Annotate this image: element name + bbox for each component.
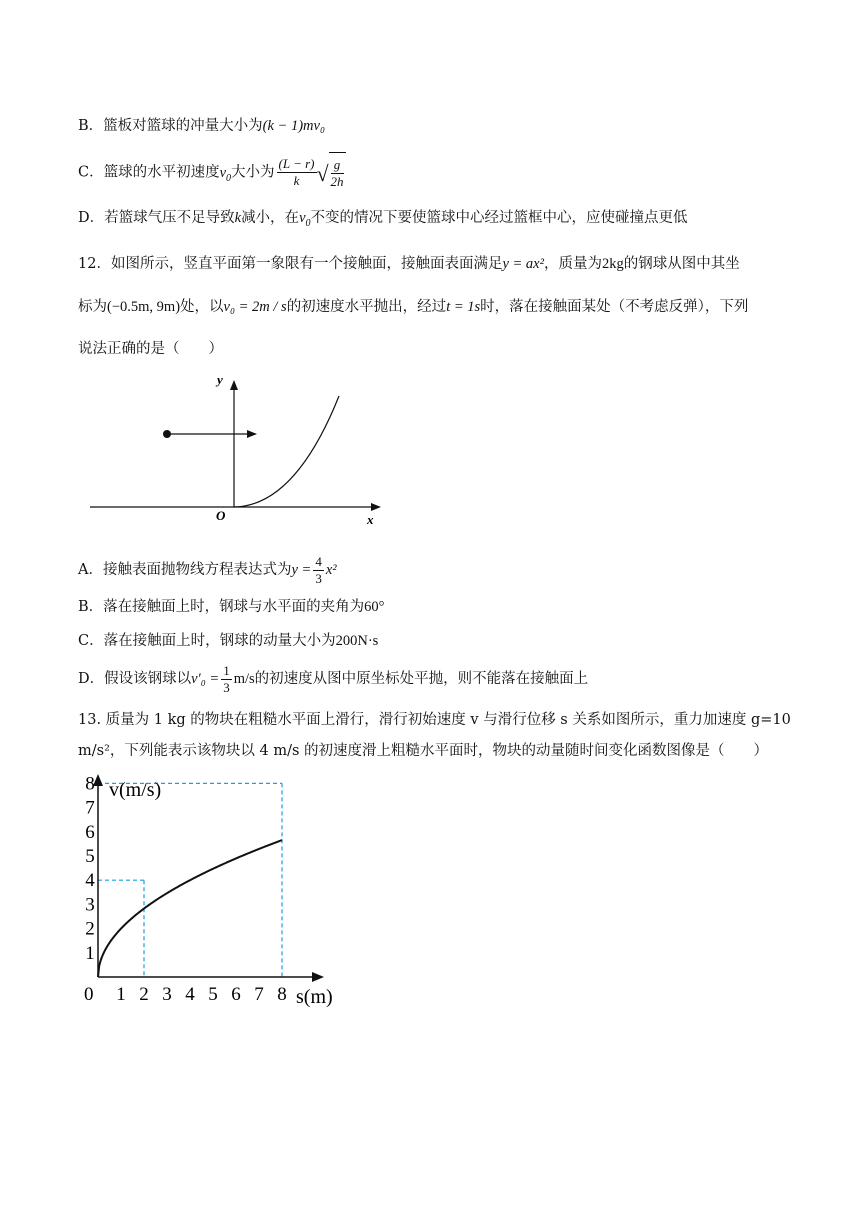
q13-stem-line2: m/s²，下列能表示该物块以 4 m/s 的初速度滑上粗糙水平面时，物块的动量随时间变化函数图像是（ ） [78, 743, 769, 759]
q12-option-a: A．接触表面抛物线方程表达式为y = $\frac{4}{3}$ x² [78, 553, 337, 586]
chart-series-line [98, 840, 282, 977]
q12-option-b: B．落在接触面上时，钢球与水平面的夹角为60° [78, 599, 385, 615]
chart-y-tick-label: 4 [85, 870, 95, 892]
q12-stem-line3: 说法正确的是（ ） [78, 341, 223, 357]
velocity-arrowhead [247, 430, 257, 438]
chart-y-tick-label: 2 [85, 918, 95, 940]
chart-y-axis-label: v(m/s) [109, 779, 162, 801]
y-axis-label: y [217, 372, 223, 387]
contact-surface-curve [234, 396, 339, 507]
origin-label: O [216, 508, 226, 523]
q11-option-b: B．篮板对篮球的冲量大小为(k − 1)mv₀ [78, 118, 325, 134]
chart-x-tick-label: 3 [162, 984, 172, 1005]
chart-x-tick-label: 5 [208, 984, 218, 1005]
q11-option-d: D．若篮球气压不足导致k减小，在$v_0$不变的情况下要使篮球中心经过篮框中心，应使碰撞点更低 [78, 210, 688, 229]
q13-stem-line1: 13. 质量为 1 kg 的物块在粗糙水平面上滑行，滑行初始速度 v 与滑行位移 s 关系如图所示，重力加速度 g=10 [78, 712, 791, 728]
chart-x-tick-label: 7 [254, 984, 264, 1005]
q12-stem-line1: 12．如图所示，竖直平面第一象限有一个接触面，接触面表面满足y = ax²，质量为2kg的钢球从图中其坐 [78, 256, 740, 272]
chart-x-tick-label: 6 [231, 984, 241, 1005]
chart-y-tick-label: 5 [85, 846, 95, 867]
chart-y-tick-label: 6 [85, 821, 95, 843]
chart-x-axis-arrow [312, 972, 324, 982]
q11-option-c: C．篮球的水平初速度$v_0$大小为 $\frac{(L - r)}{k}$ √ $\frac{g}{2h}$ [78, 152, 346, 192]
q12-option-d: D．假设该钢球以v′₀ = $\frac{1}{3}$ m/s的初速度从图中原坐标处平抛，则不能落在接触面上 [78, 662, 589, 695]
q12-figure [85, 368, 390, 533]
chart-y-tick-label: 8 [85, 773, 95, 795]
chart-y-tick-label: 1 [85, 942, 95, 964]
q13-velocity-displacement-chart [78, 770, 353, 1010]
q12-option-c: C．落在接触面上时，钢球的动量大小为200N·s [78, 633, 379, 649]
chart-x-tick-label: 4 [185, 984, 195, 1005]
x-axis-label: x [367, 512, 374, 527]
chart-x-tick-label: 1 [116, 984, 126, 1005]
chart-x-tick-label: 8 [277, 984, 287, 1005]
chart-x-axis-label: s(m) [296, 986, 333, 1008]
chart-x-tick-label: 2 [139, 984, 149, 1005]
q12-stem-line2: 标为(−0.5m, 9m)处，以v₀ = 2m / s的初速度水平抛出，经过t = 1s时，落在接触面某处（不考虑反弹），下列 [78, 299, 749, 315]
chart-x-tick-label: 0 [84, 984, 94, 1005]
x-axis-arrow [371, 503, 381, 511]
chart-y-tick-label: 7 [85, 797, 95, 819]
y-axis-arrow [230, 380, 238, 390]
chart-y-tick-label: 3 [85, 894, 95, 916]
